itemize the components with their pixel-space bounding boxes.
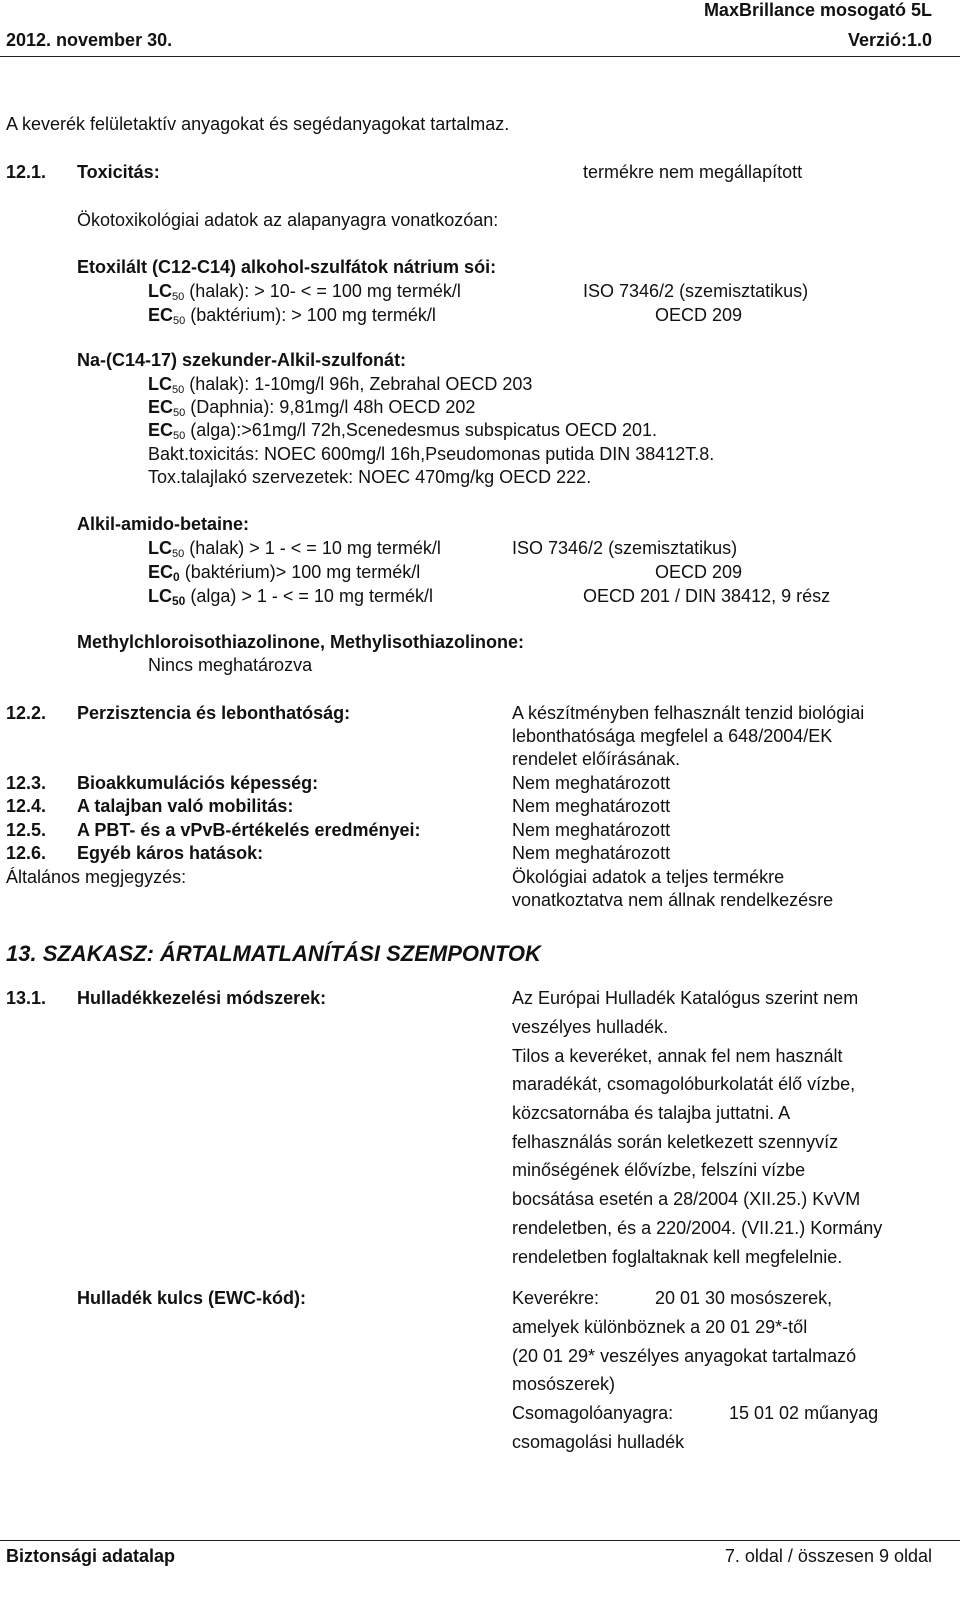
- sub3-row3-sub: 50: [172, 594, 186, 608]
- ewc-mix-line-3: (20 01 29* veszélyes anyagokat tartalmazó: [512, 1346, 857, 1366]
- s13-1-line-8: bocsátása esetén a 28/2004 (XII.25.) KvVM: [512, 1189, 861, 1209]
- general-note-line-2: vonatkoztatva nem állnak rendelkezésre: [512, 890, 834, 910]
- sub3-row3-text: (alga) > 1 - < = 10 mg termék/l: [185, 586, 433, 606]
- sub2-row2-sub: 50: [173, 407, 186, 419]
- s13-1-line-6: felhasználás során keletkezett szennyvíz: [512, 1132, 839, 1152]
- sub2-row1-text: (halak): 1-10mg/l 96h, Zebrahal OECD 203: [184, 374, 533, 394]
- s12-1-label: Toxicitás:: [77, 162, 160, 182]
- sub3-row2-right: OECD 209: [655, 562, 743, 582]
- ewc-mix-line-4: mosószerek): [512, 1374, 616, 1394]
- s12-3-number: 12.3.: [6, 773, 47, 793]
- sub2-row1-main: LC: [148, 374, 172, 394]
- sub1-row2-sub: 50: [173, 315, 186, 327]
- section-13-title: 13. SZAKASZ: ÁRTALMATLANÍTÁSI SZEMPONTOK: [6, 941, 541, 966]
- sub1-row1-right: ISO 7346/2 (szemisztatikus): [583, 281, 809, 301]
- s13-1-line-5: közcsatornába és talajba juttatni. A: [512, 1103, 791, 1123]
- ewc-pack-label: Csomagolóanyagra:: [512, 1403, 674, 1423]
- general-note-label: Általános megjegyzés:: [6, 867, 187, 887]
- ewc-mix-label: Keverékre:: [512, 1288, 600, 1308]
- sub2-row1-sub: 50: [172, 384, 185, 396]
- sub3-row3-main: LC: [148, 586, 172, 606]
- s12-3-value: Nem meghatározott: [512, 773, 671, 793]
- sub3-row1: [148, 538, 441, 559]
- sub2-row1: [148, 374, 532, 395]
- footer-right: 7. oldal / összesen 9 oldal: [724, 1546, 932, 1566]
- header-date: 2012. november 30.: [6, 30, 173, 50]
- sub4-value: Nincs meghatározva: [148, 655, 313, 675]
- sub2-row3-main: EC: [148, 420, 174, 440]
- sub2-row2-main: EC: [148, 397, 174, 417]
- s12-2-number: 12.2.: [6, 703, 47, 723]
- sub2-row3-text: (alga):>61mg/l 72h,Scenedesmus subspicatus OECD 201.: [185, 420, 658, 440]
- ewc-pack-line-2: csomagolási hulladék: [512, 1432, 685, 1452]
- s12-4-value: Nem meghatározott: [512, 796, 671, 816]
- sub1-row2-right: OECD 209: [655, 305, 743, 325]
- eco-heading: Ökotoxikológiai adatok az alapanyagra vonatkozóan:: [77, 210, 499, 230]
- sub1-row2: [148, 305, 436, 326]
- sub3-row3: [148, 586, 433, 607]
- s12-6-label: Egyéb káros hatások:: [77, 843, 264, 863]
- sub3-row1-sub: 50: [172, 548, 185, 560]
- sub3-row1-text: (halak) > 1 - < = 10 mg termék/l: [184, 538, 441, 558]
- s12-4-label: A talajban való mobilitás:: [77, 796, 294, 816]
- footer-left: Biztonsági adatalap: [6, 1546, 176, 1566]
- intro-text: A keverék felületaktív anyagokat és segédanyagokat tartalmaz.: [6, 114, 510, 134]
- header-rule: [0, 56, 960, 57]
- sub1-title: Etoxilált (C12-C14) alkohol-szulfátok nátrium sói:: [77, 257, 497, 277]
- s12-2-line-2: lebonthatósága megfelel a 648/2004/EK: [512, 726, 833, 746]
- sub2-row5: Tox.talajlakó szervezetek: NOEC 470mg/kg OECD 222.: [148, 467, 592, 487]
- s12-3-label: Bioakkumulációs képesség:: [77, 773, 319, 793]
- ewc-pack-code: 15 01 02 műanyag: [729, 1403, 879, 1423]
- header-version: Verzió:1.0: [847, 30, 932, 50]
- sub1-row2-text: (baktérium): > 100 mg termék/l: [185, 305, 436, 325]
- sub2-row2-text: (Daphnia): 9,81mg/l 48h OECD 202: [185, 397, 476, 417]
- s12-6-number: 12.6.: [6, 843, 47, 863]
- sub3-row3-right: OECD 201 / DIN 38412, 9 rész: [583, 586, 831, 606]
- ewc-mix-code: 20 01 30 mosószerek,: [655, 1288, 833, 1308]
- sub1-row1: [148, 281, 461, 302]
- s13-1-line-3: Tilos a keveréket, annak fel nem használt: [512, 1046, 843, 1066]
- sub3-row2-sub: 0: [173, 570, 180, 584]
- ewc-label: Hulladék kulcs (EWC-kód):: [77, 1288, 307, 1308]
- sub1-row2-main: EC: [148, 305, 174, 325]
- sub1-row1-text: (halak): > 10- < = 100 mg termék/l: [184, 281, 461, 301]
- sub2-row3-sub: 50: [173, 430, 186, 442]
- s13-1-line-10: rendeletben foglaltaknak kell megfelelnie.: [512, 1247, 843, 1267]
- header-product: MaxBrillance mosogató 5L: [703, 0, 932, 20]
- sub3-row1-right: ISO 7346/2 (szemisztatikus): [512, 538, 738, 558]
- general-note-line-1: Ökológiai adatok a teljes termékre: [512, 867, 785, 887]
- s12-2-line-1: A készítményben felhasznált tenzid biológiai: [512, 703, 865, 723]
- s13-1-line-9: rendeletben, és a 220/2004. (VII.21.) Kormány: [512, 1218, 883, 1238]
- s12-5-value: Nem meghatározott: [512, 820, 671, 840]
- sub2-row3: [148, 420, 657, 441]
- footer-rule: [0, 1540, 960, 1541]
- s13-1-number: 13.1.: [6, 988, 47, 1008]
- sub3-title: Alkil-amido-betaine:: [77, 514, 250, 534]
- s12-5-label: A PBT- és a vPvB-értékelés eredményei:: [77, 820, 421, 840]
- sub2-row2: [148, 397, 475, 418]
- s13-1-line-4: maradékát, csomagolóburkolatát élő vízbe,: [512, 1074, 856, 1094]
- s13-1-line-1: Az Európai Hulladék Katalógus szerint nem: [512, 988, 859, 1008]
- s12-2-line-3: rendelet előírásának.: [512, 749, 681, 769]
- ewc-mix-line-2: amelyek különböznek a 20 01 29*-től: [512, 1317, 808, 1337]
- s12-1-value: termékre nem megállapított: [583, 162, 803, 182]
- s13-1-label: Hulladékkezelési módszerek:: [77, 988, 327, 1008]
- s12-2-label: Perzisztencia és lebonthatóság:: [77, 703, 351, 723]
- sub1-row1-sub: 50: [172, 291, 185, 303]
- sub3-row2: [148, 562, 420, 583]
- s12-6-value: Nem meghatározott: [512, 843, 671, 863]
- sub3-row2-text: (baktérium)> 100 mg termék/l: [179, 562, 421, 582]
- sub1-row1-main: LC: [148, 281, 172, 301]
- sub4-title: Methylchloroisothiazolinone, Methylisothiazolinone:: [77, 632, 525, 652]
- sub3-row1-main: LC: [148, 538, 172, 558]
- sub2-row4: Bakt.toxicitás: NOEC 600mg/l 16h,Pseudomonas putida DIN 38412T.8.: [148, 444, 715, 464]
- s12-1-number: 12.1.: [6, 162, 47, 182]
- s13-1-line-2: veszélyes hulladék.: [512, 1017, 669, 1037]
- sub2-title: Na-(C14-17) szekunder-Alkil-szulfonát:: [77, 350, 407, 370]
- s13-1-line-7: minőségének élővízbe, felszíni vízbe: [512, 1160, 806, 1180]
- s12-5-number: 12.5.: [6, 820, 47, 840]
- s12-4-number: 12.4.: [6, 796, 47, 816]
- sub3-row2-main: EC: [148, 562, 174, 582]
